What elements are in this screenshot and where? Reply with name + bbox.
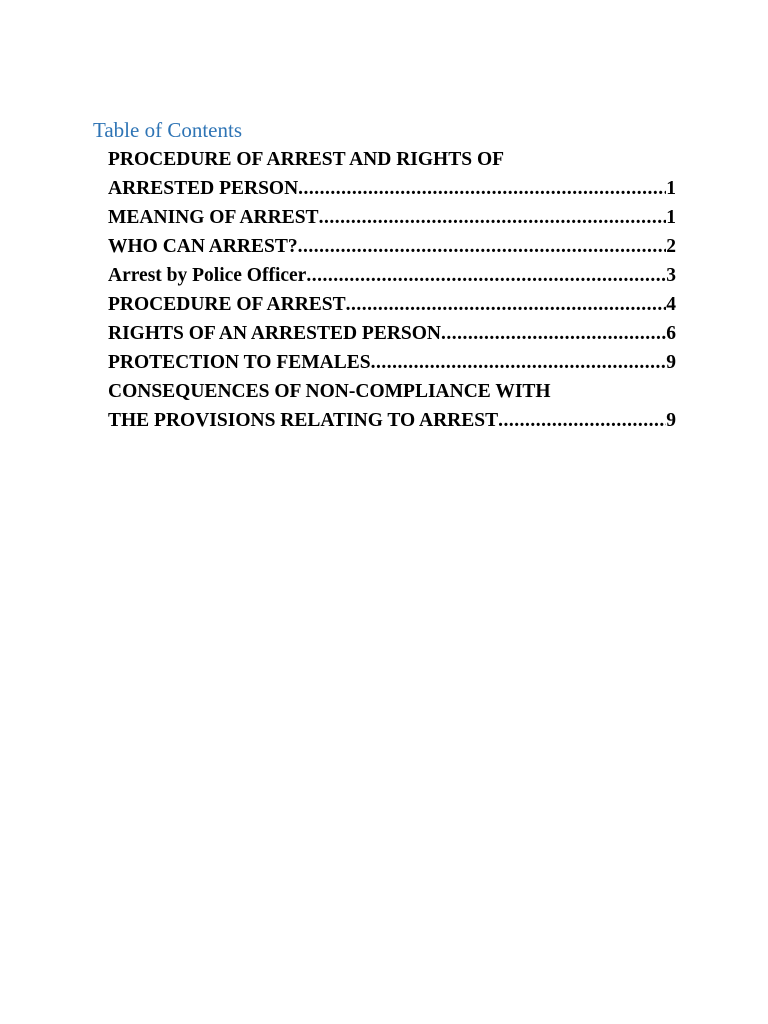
toc-leader-dots [306, 261, 666, 290]
toc-entry[interactable] [108, 290, 676, 319]
toc-page-number: 3 [666, 265, 676, 286]
toc-entry-text: THE PROVISIONS RELATING TO ARREST [108, 410, 499, 431]
toc-entry[interactable] [108, 348, 676, 377]
toc-entry-text: PROCEDURE OF ARREST [108, 294, 346, 315]
toc-entry[interactable] [108, 377, 676, 435]
toc-page-number: 9 [666, 352, 676, 373]
toc-page-number: 4 [666, 294, 676, 315]
toc-page-number: 1 [666, 178, 676, 199]
toc-leader-dots [441, 319, 666, 348]
toc-entry-text: WHO CAN ARREST? [108, 236, 298, 257]
toc-entry-text: PROCEDURE OF ARREST AND RIGHTS OF [108, 149, 505, 170]
toc-leader-dots [346, 290, 667, 319]
toc-page-number: 9 [666, 410, 676, 431]
toc-entry-text: ARRESTED PERSON [108, 178, 299, 199]
toc-entry-text: RIGHTS OF AN ARRESTED PERSON [108, 323, 442, 344]
toc-page-number: 1 [666, 207, 676, 228]
toc-leader-dots [298, 232, 667, 261]
toc-title: Table of Contents [93, 118, 242, 142]
toc-entry[interactable] [108, 319, 676, 348]
toc-leader-dots [319, 203, 667, 232]
toc-leader-dots [298, 174, 666, 203]
toc-entry[interactable] [108, 261, 676, 290]
toc-list [108, 145, 676, 435]
toc-entry[interactable] [108, 232, 676, 261]
toc-page-number: 2 [666, 236, 676, 257]
toc-entry-text: CONSEQUENCES OF NON-COMPLIANCE WITH [108, 381, 551, 402]
toc-page-number: 6 [666, 323, 676, 344]
toc-entry-text: PROTECTION TO FEMALES [108, 352, 371, 373]
toc-entry[interactable] [108, 203, 676, 232]
toc-leader-dots [371, 348, 667, 377]
toc-entry[interactable] [108, 145, 676, 203]
toc-entry-text: Arrest by Police Officer [108, 265, 307, 286]
toc-entry-text: MEANING OF ARREST [108, 207, 319, 228]
toc-leader-dots [498, 406, 666, 435]
